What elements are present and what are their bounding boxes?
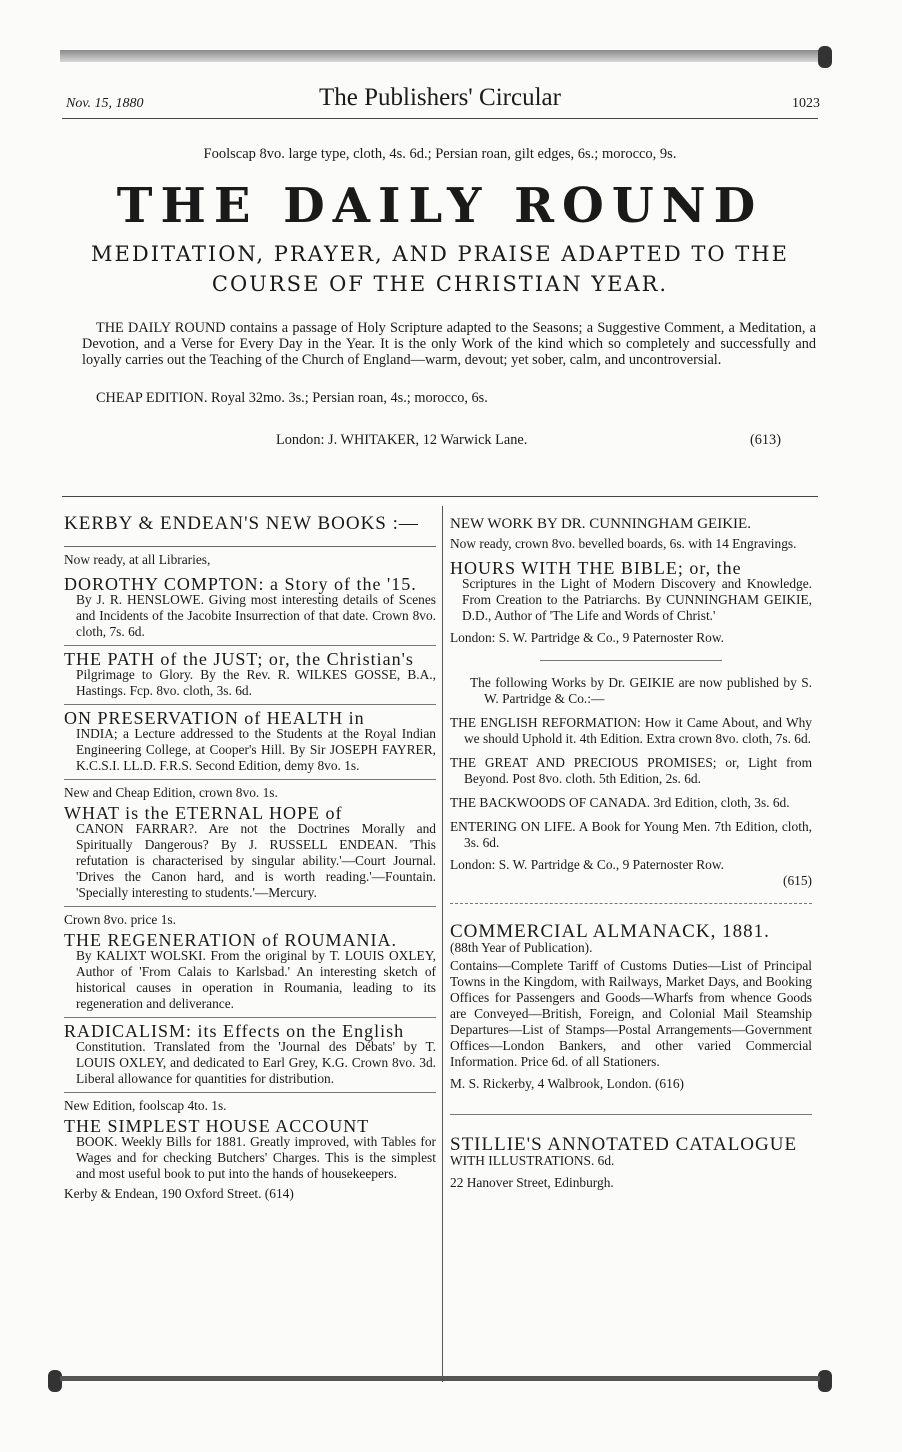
geikie-heading: NEW WORK BY DR. CUNNINGHAM GEIKIE.	[450, 516, 751, 532]
ad-number: (615)	[782, 873, 812, 888]
work-item: THE BACKWOODS OF CANADA. 3rd Edition, cloth, 3s. 6d.	[450, 795, 790, 810]
kerby-endean-heading: KERBY & ENDEAN'S NEW BOOKS :—	[64, 513, 419, 534]
corner-ornament-icon	[818, 1370, 832, 1392]
almanack-title: COMMERCIAL ALMANACK, 1881.	[450, 921, 770, 942]
book-intro: Crown 8vo. price 1s.	[64, 912, 176, 927]
almanack-imprint: M. S. Rickerby, 4 Walbrook, London. (616)	[450, 1076, 684, 1091]
book-description: Pilgrimage to Glory. By the Rev. R. WILKES GOSSE, B.A., Hastings. Fcp. 8vo. cloth, 3s. 6d.	[76, 667, 436, 698]
daily-round-price: Foolscap 8vo. large type, cloth, 4s. 6d.; Persian roan, gilt edges, 6s.; morocco, 9s.	[203, 146, 677, 162]
book-intro: New and Cheap Edition, crown 8vo. 1s.	[64, 785, 278, 800]
book-title: DOROTHY COMPTON: a Story of the '15.	[64, 574, 417, 594]
column-divider	[442, 506, 443, 1382]
book-title: THE REGENERATION of ROUMANIA.	[64, 930, 397, 950]
book-title: THE SIMPLEST HOUSE ACCOUNT	[64, 1116, 370, 1136]
daily-round-cheap-edition: CHEAP EDITION. Royal 32mo. 3s.; Persian roan, 4s.; morocco, 6s.	[96, 390, 488, 406]
corner-ornament-icon	[48, 1370, 62, 1392]
header-title: The Publishers' Circular	[319, 84, 561, 111]
book-title: THE PATH of the JUST; or, the Christian's	[64, 649, 414, 669]
work-item: THE ENGLISH REFORMATION: How it Came About, and Why we should Uphold it. 4th Edition. Extra crown 8vo. cloth, 7s. 6d.	[450, 715, 812, 746]
work-item: ENTERING ON LIFE. A Book for Young Men. 7th Edition, cloth, 3s. 6d.	[450, 819, 812, 850]
book-intro: New Edition, foolscap 4to. 1s.	[64, 1098, 227, 1113]
corner-ornament-icon	[818, 46, 832, 68]
right-column	[450, 516, 812, 1191]
catalogue-subtitle: WITH ILLUSTRATIONS. 6d.	[450, 1153, 615, 1168]
book-description: INDIA; a Lecture addressed to the Students at the Royal Indian Engineering College, at Cooper's Hill. By Sir JOSEPH FAYRER, K.C.S.I. LL.D. F.R.S. Second Edition, demy 8vo. 1s.	[76, 726, 436, 773]
work-item: THE GREAT AND PRECIOUS PROMISES; or, Light from Beyond. Post 8vo. cloth. 5th Edition, 2s. 6d.	[450, 755, 812, 786]
book-title: RADICALISM: its Effects on the English	[64, 1021, 405, 1041]
book-description: CANON FARRAR?. Are not the Doctrines Morally and Spiritually Dangerous? By J. RUSSELL ENDEAN. 'This refutation is characterised by singular ability.'—Court Journal. 'Drives the Canon hard, and is worth reading.'—Fountain. 'Specially interesting to students.'—Mercury.	[76, 821, 436, 900]
bottom-border-band	[60, 1376, 820, 1381]
daily-round-description: THE DAILY ROUND contains a passage of Holy Scripture adapted to the Seasons; a Suggestive Comment, a Meditation, a Devotion, and a Verse for Every Day in the Year. It is the only Work of the kind which so completely and successfully and loyally carries out the Teaching of the Church of England—warm, devout; yet sober, calm, and uncontroversial.	[82, 320, 816, 368]
header-rule	[62, 118, 818, 119]
section-rule	[62, 496, 818, 497]
kerby-endean-imprint: Kerby & Endean, 190 Oxford Street. (614)	[64, 1186, 294, 1201]
book-description: By J. R. HENSLOWE. Giving most interesting details of Scenes and Incidents of the Jacobite Insurrection of that date. Crown 8vo. cloth, 7s. 6d.	[76, 592, 436, 639]
daily-round-subtitle-1: MEDITATION, PRAYER, AND PRAISE ADAPTED TO THE	[91, 242, 789, 266]
daily-round-imprint: London: J. WHITAKER, 12 Warwick Lane.	[276, 432, 528, 448]
ad-number: (613)	[750, 432, 781, 448]
geikie-works-intro: The following Works by Dr. GEIKIE are now published by S. W. Partridge & Co.:—	[470, 675, 812, 706]
header-date: Nov. 15, 1880	[66, 96, 144, 111]
book-title: HOURS WITH THE BIBLE; or, the	[450, 558, 742, 578]
daily-round-subtitle-2: COURSE OF THE CHRISTIAN YEAR.	[211, 272, 669, 296]
book-description: Scriptures in the Light of Modern Discovery and Knowledge. From Creation to the Patriarchs. By CUNNINGHAM GEIKIE, D.D., Author of 'The Life and Words of Christ.'	[462, 576, 812, 623]
top-border-band	[60, 50, 820, 62]
running-header	[60, 80, 820, 114]
catalogue-title: STILLIE'S ANNOTATED CATALOGUE	[450, 1134, 798, 1155]
book-title: ON PRESERVATION of HEALTH in	[64, 708, 365, 728]
partridge-imprint: London: S. W. Partridge & Co., 9 Paternoster Row.	[450, 630, 724, 645]
rule	[64, 546, 436, 547]
book-intro: Now ready, crown 8vo. bevelled boards, 6s. with 14 Engravings.	[450, 536, 797, 551]
book-description: By KALIXT WOLSKI. From the original by T. LOUIS OXLEY, Author of 'From Calais to Karlsbad.' An interesting sketch of historical causes in operation in Roumania, leading to its regeneration and deliverance.	[76, 948, 436, 1011]
book-description: BOOK. Weekly Bills for 1881. Greatly improved, with Tables for Wages and for checking Butchers' Charges. This is the simplest and most useful book to put into the hands of housekeepers.	[76, 1134, 436, 1181]
catalogue-address: 22 Hanover Street, Edinburgh.	[450, 1175, 614, 1190]
partridge-imprint: London: S. W. Partridge & Co., 9 Paternoster Row.	[450, 857, 724, 872]
almanack-description: Contains—Complete Tariff of Customs Duties—List of Principal Towns in the Kingdom, with Railways, Market Days, and Booking Offices for Passengers and Goods—Wharfs from whence Goods are Conveyed—British, Foreign, and Colonial Mail Steamship Departures—List of Stamps—Postal Arrangements—Government Offices—London Bankers, and other varied Commercial Information. Price 6d. of all Stationers.	[450, 958, 812, 1069]
daily-round-title: THE DAILY ROUND	[116, 178, 764, 234]
left-column	[64, 513, 436, 1202]
almanack-subtitle: (88th Year of Publication).	[450, 940, 593, 955]
book-intro: Now ready, at all Libraries,	[64, 552, 211, 567]
book-title: WHAT is the ETERNAL HOPE of	[64, 803, 343, 823]
header-page-number: 1023	[792, 96, 820, 111]
book-description: Constitution. Translated from the 'Journal des Débats' by T. LOUIS OXLEY, and dedicated to Earl Grey, K.G. Crown 8vo. 3d. Liberal allowance for quantities for distribution.	[76, 1039, 436, 1086]
